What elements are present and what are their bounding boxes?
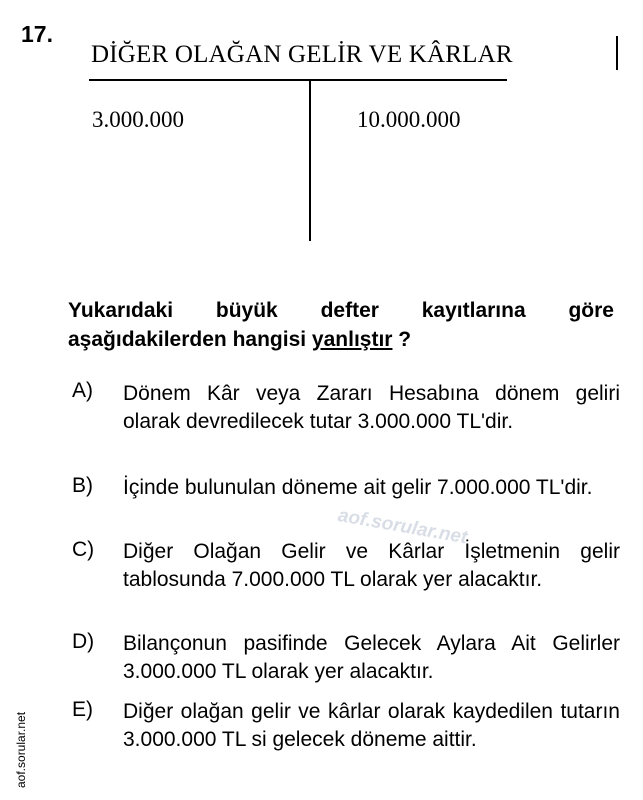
t-account-horizontal-line bbox=[89, 79, 507, 81]
watermark-side: aof.sorular.net bbox=[14, 711, 28, 788]
option-b-text: İçinde bulunulan döneme ait gelir 7.000.000 TL'dir. bbox=[123, 476, 593, 499]
question-text: Yukarıdaki büyük defter kayıtlarına göre aşağıdakilerden hangisi bbox=[68, 299, 614, 351]
question-number: 17. bbox=[21, 21, 53, 47]
option-a-text: Dönem Kâr veya Zararı Hesabına dönem geliri olarak devredilecek tutar 3.000.000 TL'dir. bbox=[123, 382, 620, 433]
option-a-letter: A) bbox=[72, 379, 93, 402]
option-d-text: Bilançonun pasifinde Gelecek Aylara Ait Gelirler 3.000.000 TL olarak yer alacaktır. bbox=[123, 632, 620, 683]
option-c-text: Diğer Olağan Gelir ve Kârlar İşletmenin gelir tablosunda 7.000.000 TL olarak yer alacaktır. bbox=[123, 540, 620, 591]
t-account-title: DİĞER OLAĞAN GELİR VE KÂRLAR bbox=[91, 41, 513, 68]
question-underlined-word: yanlıştır bbox=[311, 328, 393, 351]
page-edge-mark bbox=[616, 36, 618, 70]
question-stem bbox=[68, 296, 614, 354]
watermark-center: aof.sorular.net bbox=[336, 505, 469, 549]
option-d-letter: D) bbox=[72, 630, 95, 653]
option-e-text: Diğer olağan gelir ve kârlar olarak kaydedilen tutarın 3.000.000 TL si gelecek döneme aittir. bbox=[123, 700, 620, 751]
question-mark: ? bbox=[392, 328, 412, 351]
t-account-credit-amount: 10.000.000 bbox=[357, 107, 461, 132]
option-c-letter: C) bbox=[72, 538, 95, 561]
t-account-debit-amount: 3.000.000 bbox=[92, 107, 184, 132]
option-b-letter: B) bbox=[72, 474, 93, 497]
t-account-vertical-line bbox=[309, 80, 311, 241]
option-e-letter: E) bbox=[72, 698, 93, 721]
